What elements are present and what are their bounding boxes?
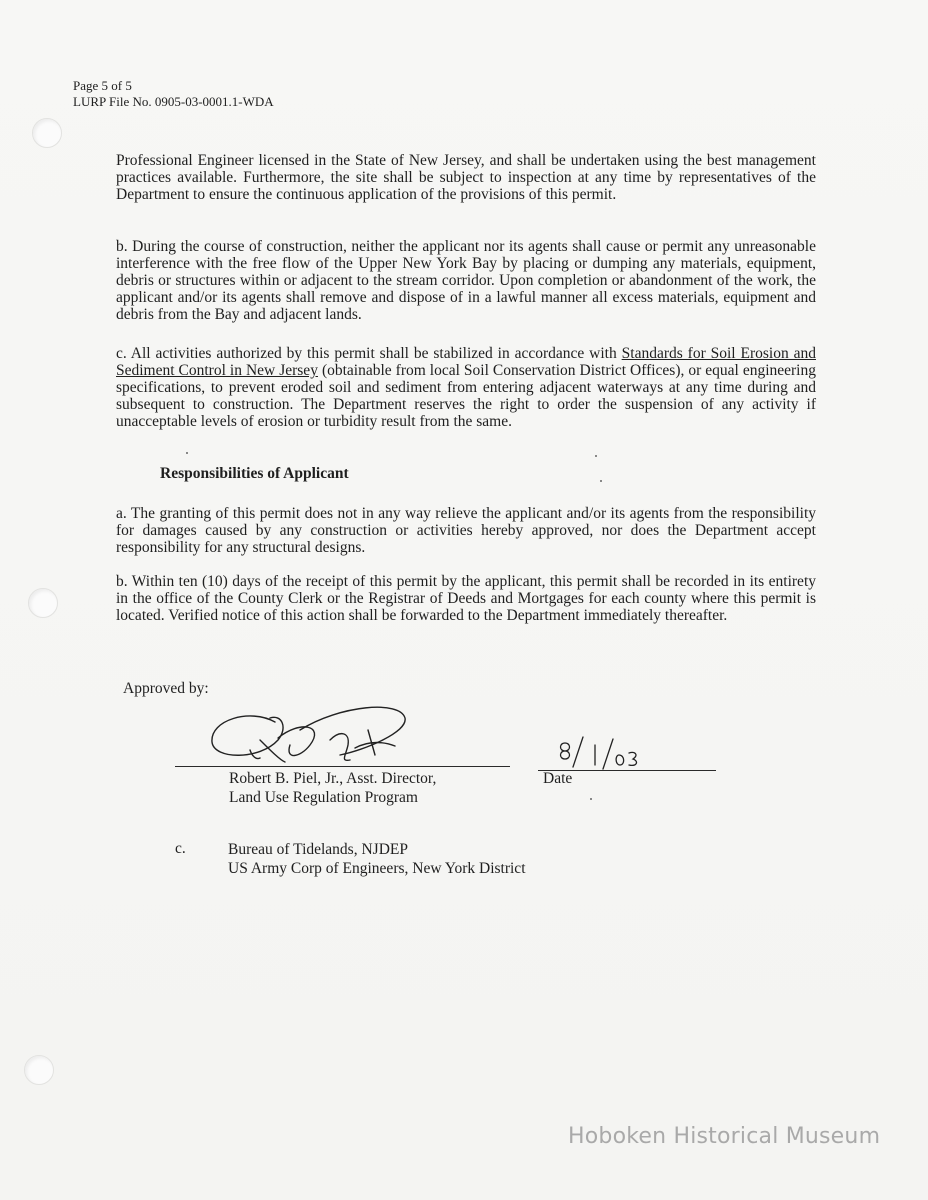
cc-recipient: US Army Corp of Engineers, New York District [228,860,526,877]
page-header [73,78,274,110]
signatory-block [229,769,436,807]
file-number: LURP File No. 0905-03-0001.1-WDA [73,94,274,109]
cc-label: c. [175,840,186,857]
paragraph-b-construction: b. During the course of construction, neither the applicant nor its agents shall cause or permit any unreasonable interference with the free flow of the Upper New York Bay by placing or dumping any materials, equipment, debris or structures within or adjacent to the stream corridor. Upon completion or abandonment of the work, the applicant and/or its agents shall remove and dispose of in a lawful manner all excess materials, equipment and debris from the Bay and adjacent lands. [116,238,816,323]
binder-hole-bottom [24,1055,54,1085]
speck [186,452,188,454]
date-label: Date [543,770,573,787]
paragraph-c-text-start: c. All activities authorized by this permit shall be stabilized in accordance with [116,345,622,362]
speck [590,798,592,800]
paragraph-professional-engineer: Professional Engineer licensed in the State of New Jersey, and shall be undertaken using the best management practices available. Furthermore, the site shall be subject to inspection at any time by representatives of the Department to ensure the continuous application of the provisions of this permit. [116,152,816,203]
signatory-name: Robert B. Piel, Jr., Asst. Director, [229,770,437,787]
handwritten-date [555,735,655,775]
cc-recipient: Bureau of Tidelands, NJDEP [228,841,408,858]
page-number: Page 5 of 5 [73,78,132,93]
section-heading-responsibilities: Responsibilities of Applicant [160,465,349,482]
standards-title: Standards for Soil Erosion and Sediment Control in New Jersey [116,345,816,379]
speck [595,455,597,457]
paragraph-c-text-end: (obtainable from local Soil Conservation District Offices), or equal engineering specifications, to prevent eroded soil and sediment from entering adjacent waterways at any time during and subsequent to construction. The Department reserves the right to order the suspension of any activity if unacceptable levels of erosion or turbidity result from the same. [116,362,816,430]
signature-image [190,700,430,770]
speck [600,480,602,482]
museum-watermark: Hoboken Historical Museum [568,1124,881,1149]
binder-hole-middle [28,588,58,618]
paragraph-c-stabilization [116,345,816,430]
signatory-program: Land Use Regulation Program [229,789,418,806]
cc-recipient-list [228,840,526,878]
signature-line [175,766,510,767]
approved-by-label: Approved by: [123,680,209,697]
paragraph-a-granting: a. The granting of this permit does not in any way relieve the applicant and/or its agents from the responsibility for damages caused by any construction or activities hereby approved, nor does the Department accept responsibility for any structural designs. [116,505,816,556]
binder-hole-top [32,118,62,148]
paragraph-b-recording: b. Within ten (10) days of the receipt of this permit by the applicant, this permit shall be recorded in its entirety in the office of the County Clerk or the Registrar of Deeds and Mortgages for each county where this permit is located. Verified notice of this action shall be forwarded to the Department immediately thereafter. [116,573,816,624]
